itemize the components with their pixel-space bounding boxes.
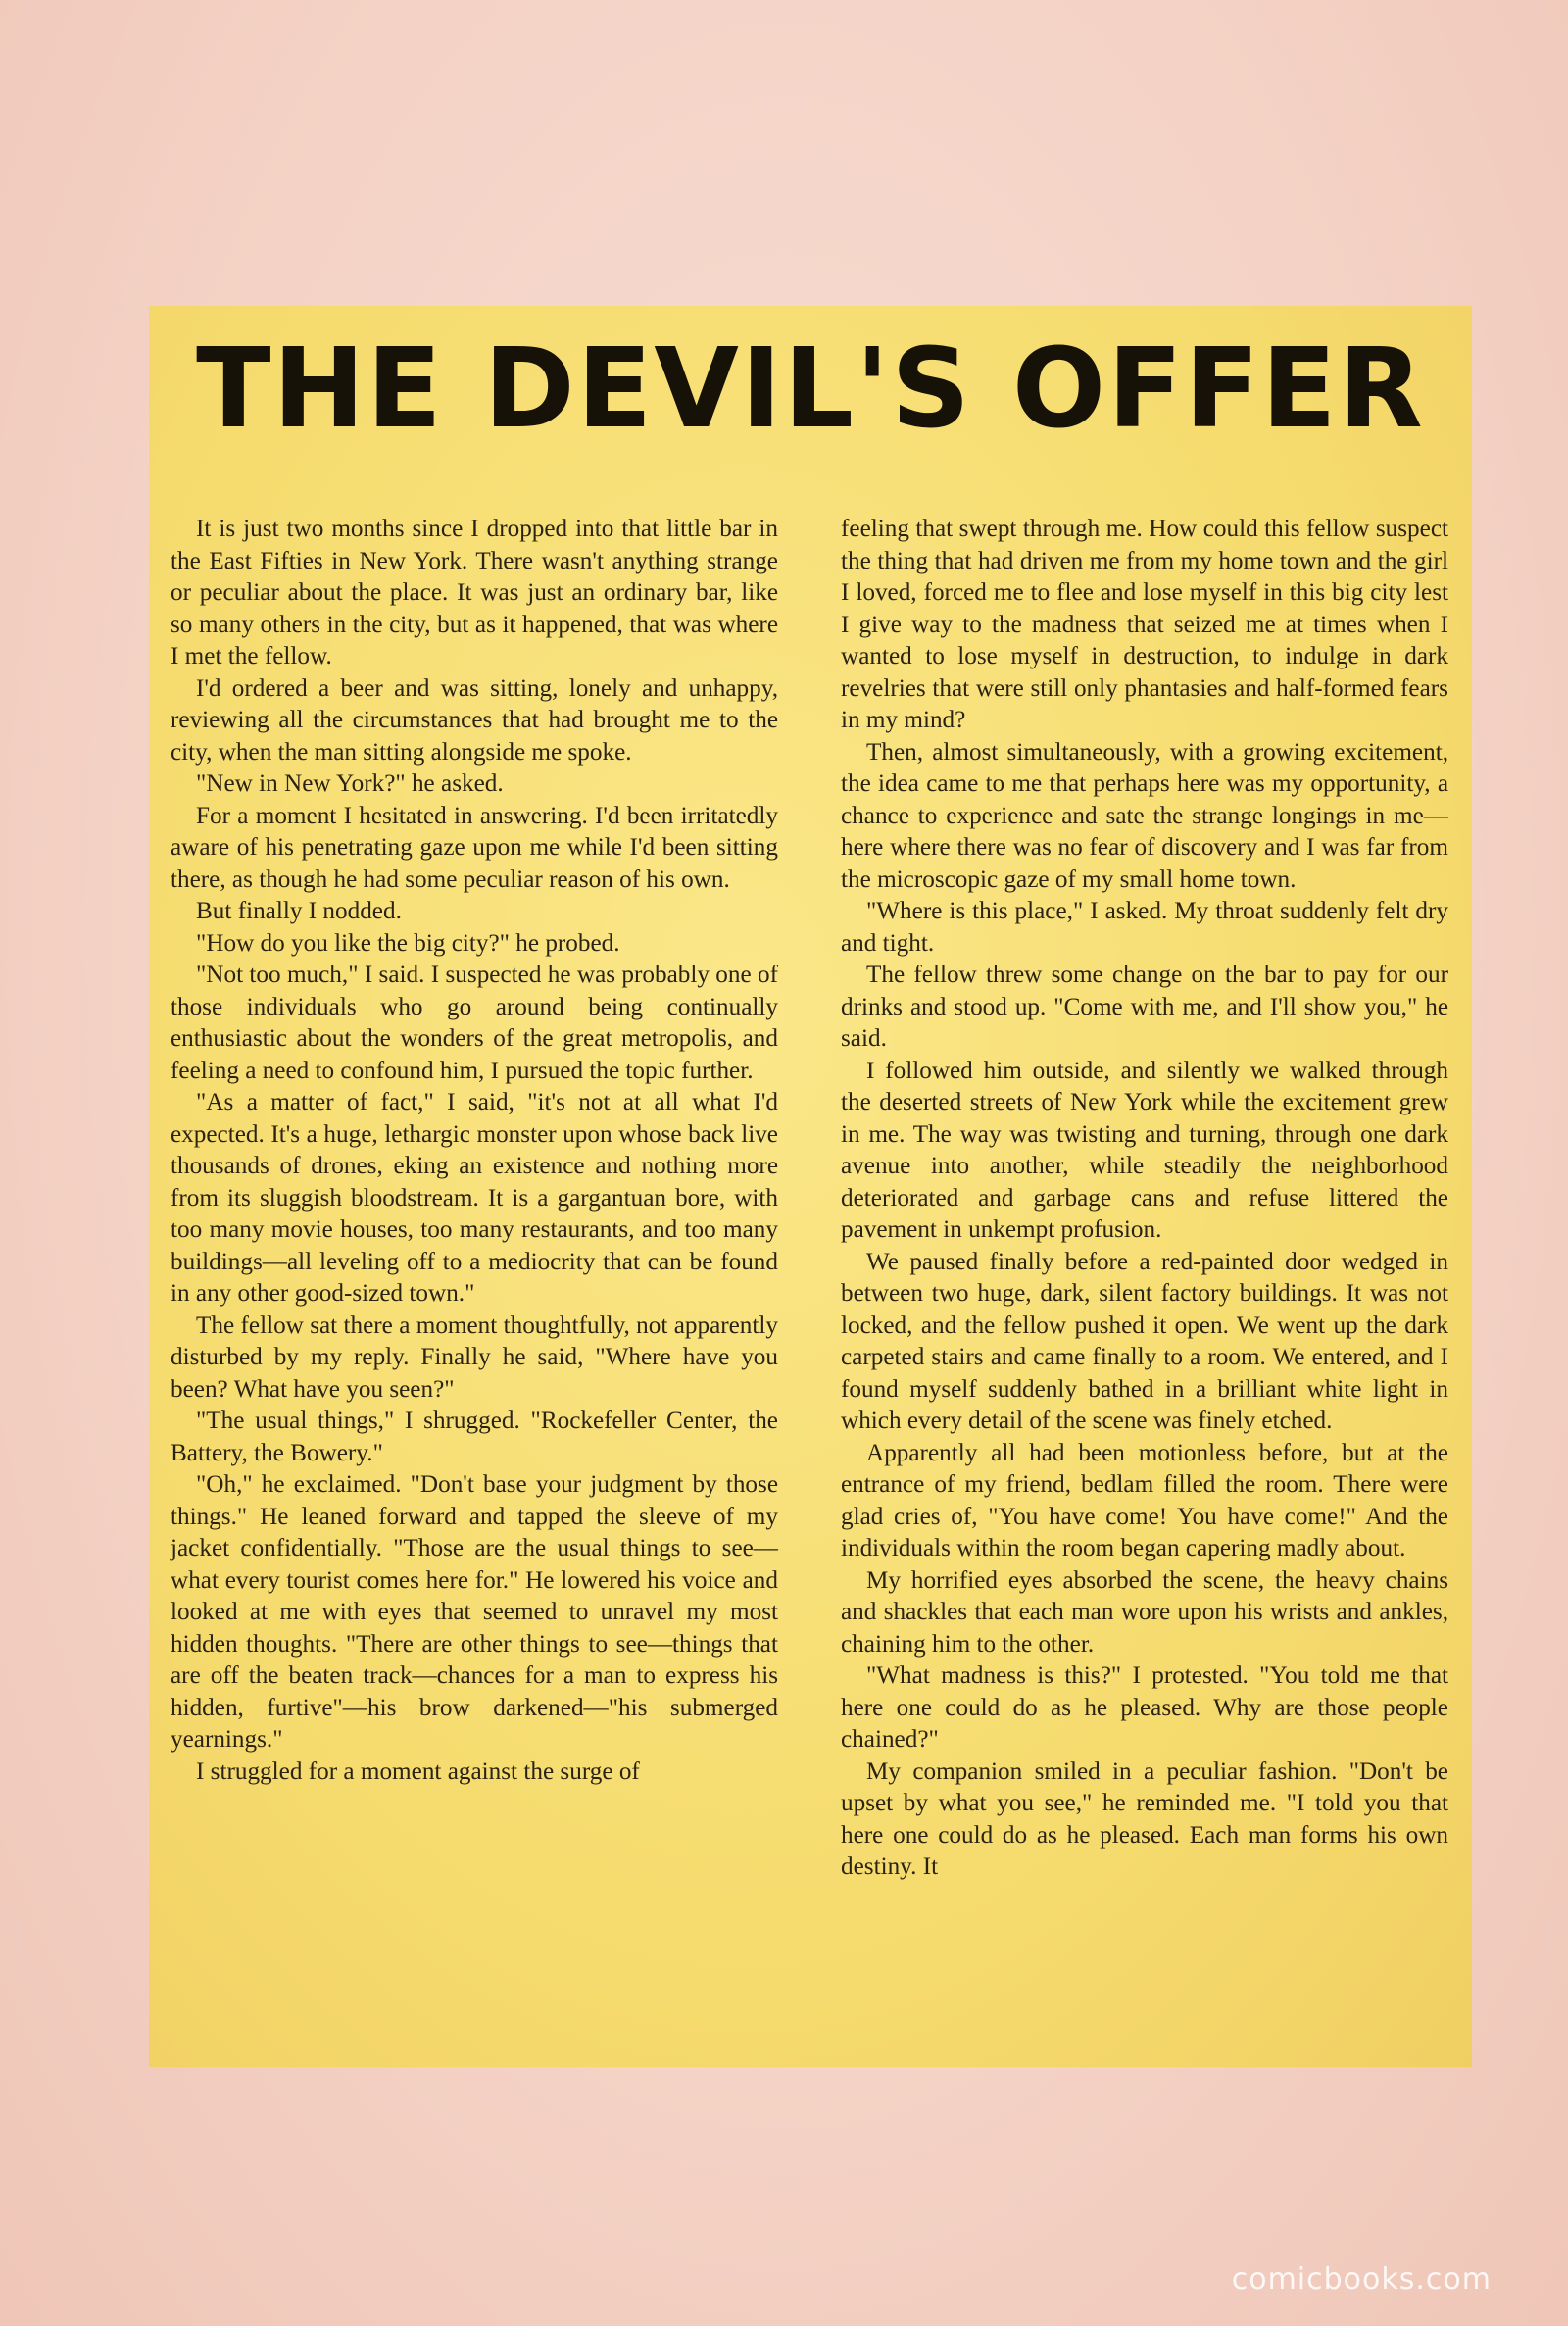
- paragraph: My horrified eyes absorbed the scene, the heavy chains and shackles that each man wore upon his wrists and ankles, chaining him to the other.: [841, 1566, 1448, 1658]
- paragraph: The fellow sat there a moment thoughtfully, not apparently disturbed by my reply. Finally he said, "Where have you been? What have you seen?": [171, 1311, 778, 1403]
- watermark: comicbooks.com: [1231, 2262, 1492, 2297]
- story-title: THE DEVIL'S OFFER: [196, 325, 1425, 453]
- paragraph: But finally I nodded.: [196, 898, 402, 924]
- paragraph: feeling that swept through me. How could this fellow suspect the thing that had driven me from my home town and the girl I loved, forced me to flee and lose myself in this big city lest I give way to the madness that seized me at times when I wanted to lose myself in destruction, to indulge in dark revelries that were still only phantasies and half-formed fears in my mind?: [841, 516, 1448, 733]
- paragraph: "What madness is this?" I protested. "You told me that here one could do as he pleased. Why are those people chained?": [841, 1662, 1448, 1753]
- paragraph: My companion smiled in a peculiar fashion. "Don't be upset by what you see," he reminded me. "I told you that here one could do as he pleased. Each man forms his own destiny. It: [841, 1757, 1448, 1880]
- paragraph: "As a matter of fact," I said, "it's not at all what I'd expected. It's a huge, lethargic monster upon whose back live thousands of drones, eking an existence and nothing more from its sluggish bloodstream. It is a gargantuan bore, with too many movie houses, too many restaurants, and too many buildings—all leveling off to a mediocrity that can be found in any other good-sized town.": [171, 1089, 778, 1307]
- paragraph: Apparently all had been motionless before, but at the entrance of my friend, bedlam filled the room. There were glad cries of, "You have come! You have come!" And the individuals within the room began capering madly about.: [841, 1439, 1448, 1561]
- paragraph: It is just two months since I dropped into that little bar in the East Fifties in New York. There wasn't anything strange or peculiar about the place. It was just an ordinary bar, like so many others in the city, but as it happened, that was where I met the fellow.: [171, 516, 778, 669]
- paragraph: "The usual things," I shrugged. "Rockefeller Center, the Battery, the Bowery.": [171, 1408, 778, 1466]
- paragraph: The fellow threw some change on the bar to pay for our drinks and stood up. "Come with me, and I'll show you," he said.: [841, 962, 1448, 1052]
- paragraph: "Oh," he exclaimed. "Don't base your judgment by those things." He leaned forward and tapped the sleeve of my jacket confidentially. "Those are the usual things to see—what every tourist comes here for." He lowered his voice and looked at me with eyes that seemed to unravel my most hidden thoughts. "There are other things to see—things that are off the beaten track—chances for a man to express his hidden, furtive"—his brow darkened—"his submerged yearnings.": [171, 1471, 778, 1753]
- paragraph: "Not too much," I said. I suspected he was probably one of those individuals who go around being continually enthusiastic about the wonders of the great metropolis, and feeling a need to confound him, I pursued the topic further.: [171, 962, 778, 1084]
- paragraph: Then, almost simultaneously, with a growing excitement, the idea came to me that perhaps here was my opportunity, a chance to experience and sate the strange longings in me—here where there was no fear of discovery and I was far from the microscopic gaze of my small home town.: [841, 738, 1448, 893]
- paragraph: I'd ordered a beer and was sitting, lonely and unhappy, reviewing all the circumstances that had brought me to the city, when the man sitting alongside me spoke.: [171, 674, 778, 766]
- left-column: [171, 514, 778, 1788]
- paragraph: "How do you like the big city?" he probed.: [196, 929, 620, 957]
- paragraph: I followed him outside, and silently we walked through the deserted streets of New York while the excitement grew in me. The way was twisting and turning, through one dark avenue into another, while steadily the neighborhood deteriorated and garbage cans and refuse littered the pavement in unkempt profusion.: [841, 1057, 1448, 1243]
- paragraph: "Where is this place," I asked. My throat suddenly felt dry and tight.: [841, 898, 1448, 957]
- paragraph: "New in New York?" he asked.: [196, 770, 504, 797]
- story-panel: [149, 306, 1472, 2067]
- paragraph: For a moment I hesitated in answering. I'd been irritatedly aware of his penetrating gaze upon me while I'd been sitting there, as though he had some peculiar reason of his own.: [171, 802, 778, 893]
- paragraph: I struggled for a moment against the surge of: [196, 1757, 640, 1785]
- right-column: [841, 514, 1448, 1884]
- paragraph: We paused finally before a red-painted door wedged in between two huge, dark, silent factory buildings. It was not locked, and the fellow pushed it open. We went up the dark carpeted stairs and came finally to a room. We entered, and I found myself suddenly bathed in a brilliant white light in which every detail of the scene was finely etched.: [841, 1248, 1448, 1434]
